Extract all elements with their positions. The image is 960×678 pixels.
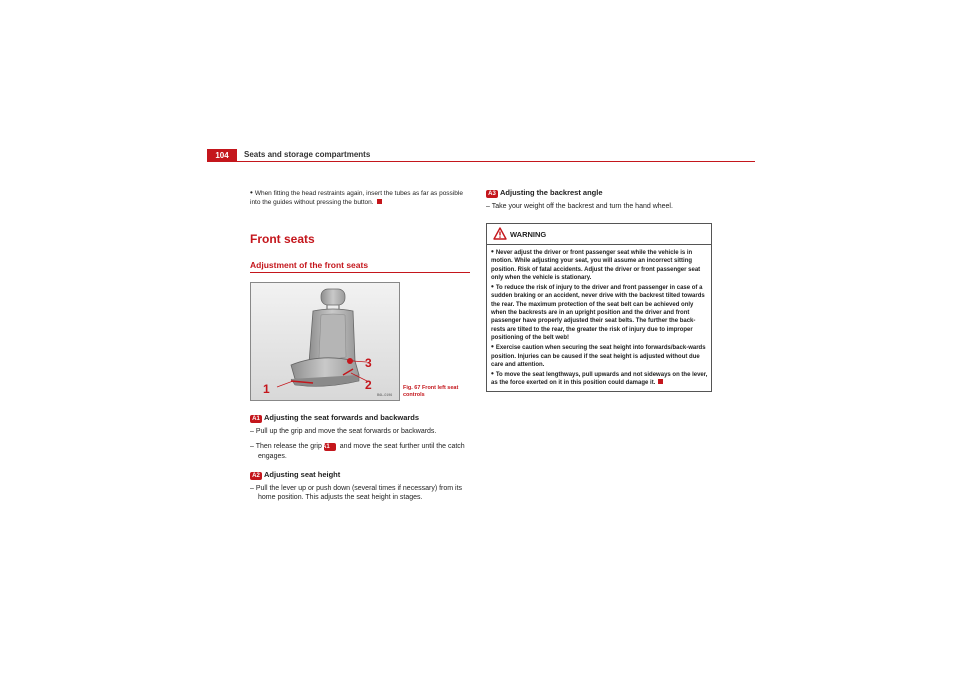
warning-bullet-text: Never adjust the driver or front passenger seat while the vehicle is in motion. While adjusting your seat, you will assume an incorrect sitting position. Risk of fatal accidents. Adjust the driver or front passenger seat only when the vehicle is stationary. — [491, 250, 701, 281]
page-number: 104 — [207, 149, 237, 162]
warning-bullet — [491, 248, 708, 282]
item-2-heading: Adjusting seat height — [264, 470, 341, 479]
callout-1: 1 — [263, 382, 270, 396]
warning-bullet — [491, 343, 708, 369]
item-2-step-1: – Pull the lever up or push down (several times if necessary) from its home position. This adjusts the seat height in stages. — [250, 484, 463, 501]
callout-3: 3 — [365, 356, 372, 370]
item-1-badge: A1 — [250, 415, 262, 423]
seat-illustration — [251, 283, 399, 400]
item-3 — [486, 188, 712, 211]
item-1-step-1: – Pull up the grip and move the seat forwards or backwards. — [250, 427, 437, 435]
bullet-icon: • — [491, 247, 494, 256]
item-1-step-2-badge: A1 — [324, 443, 336, 451]
warning-header — [487, 224, 711, 245]
bullet-icon: • — [491, 342, 494, 352]
item-3-badge: A3 — [486, 190, 498, 198]
item-2-step-1-text: Pull the lever up or push down (several times if necessary) from its home position. This adjusts the seat height in stages. — [255, 484, 463, 501]
warning-bullet — [491, 370, 708, 388]
figure-code: B6L-0196 — [377, 393, 393, 397]
item-3-step-1-text: Take your weight off the backrest and turn the hand wheel. — [491, 202, 673, 210]
item-3-heading: Adjusting the backrest angle — [500, 188, 603, 197]
warning-bullet-text: To reduce the risk of injury to the driver and front passenger in case of a sudden braking or an accident, never drive with the backrest tilted towards the rear. The maximum protection of the seat belt can be achieved only when the backrests are in an upright position and the driver and front passenger have properly adjusted their seat belts. The further the back-rests are tilted to the rear, the greater the risk of injury due to improper positioning of the belt web! — [491, 285, 705, 341]
item-2 — [250, 470, 472, 503]
bullet-icon: • — [491, 369, 494, 379]
callout-2: 2 — [365, 378, 372, 392]
warning-bullet — [491, 283, 708, 342]
intro-note — [250, 188, 472, 207]
item-1-step-1-text: Pull up the grip and move the seat forwards or backwards. — [255, 427, 437, 435]
item-1-step-2-before: Then release the grip — [255, 443, 322, 450]
warning-box — [486, 223, 712, 392]
bullet-icon: • — [491, 282, 494, 292]
figure-caption: Fig. 67 Front left seat controls — [403, 385, 459, 398]
item-1-heading: Adjusting the seat forwards and backwards — [264, 413, 420, 422]
item-1 — [250, 413, 472, 461]
item-1-step-2: – Then release the grip A1 and move the seat further until the catch engages. — [250, 443, 465, 460]
intro-note-text: When fitting the head restraints again, insert the tubes as far as possible into the guides without pressing the button. — [250, 190, 463, 206]
item-2-badge: A2 — [250, 472, 262, 480]
warning-body — [487, 245, 711, 388]
header-rule — [207, 161, 755, 162]
sub-heading: Adjustment of the front seats — [250, 260, 470, 273]
item-3-step-1: – Take your weight off the backrest and turn the hand wheel. — [486, 202, 673, 210]
warning-bullet-text: To move the seat lengthways, pull upwards and not sideways on the lever, as the force exerted on it in this position could damage it. — [491, 372, 708, 387]
item-1-step-2-after: and move the seat further until the catch engages. — [258, 443, 465, 460]
warning-triangle-icon — [493, 227, 507, 245]
seat-figure — [250, 282, 400, 401]
end-of-section-icon — [658, 379, 663, 384]
section-title: Front seats — [250, 232, 315, 246]
warning-bullet-text: Exercise caution when securing the seat height into forwards/back-wards position. Injuries can be caused if the seat height is adjusted without due care and attention. — [491, 345, 706, 368]
warning-title: WARNING — [510, 230, 547, 239]
bullet-icon: • — [250, 188, 253, 197]
running-head: Seats and storage compartments — [244, 150, 371, 159]
end-of-section-icon — [377, 199, 382, 204]
